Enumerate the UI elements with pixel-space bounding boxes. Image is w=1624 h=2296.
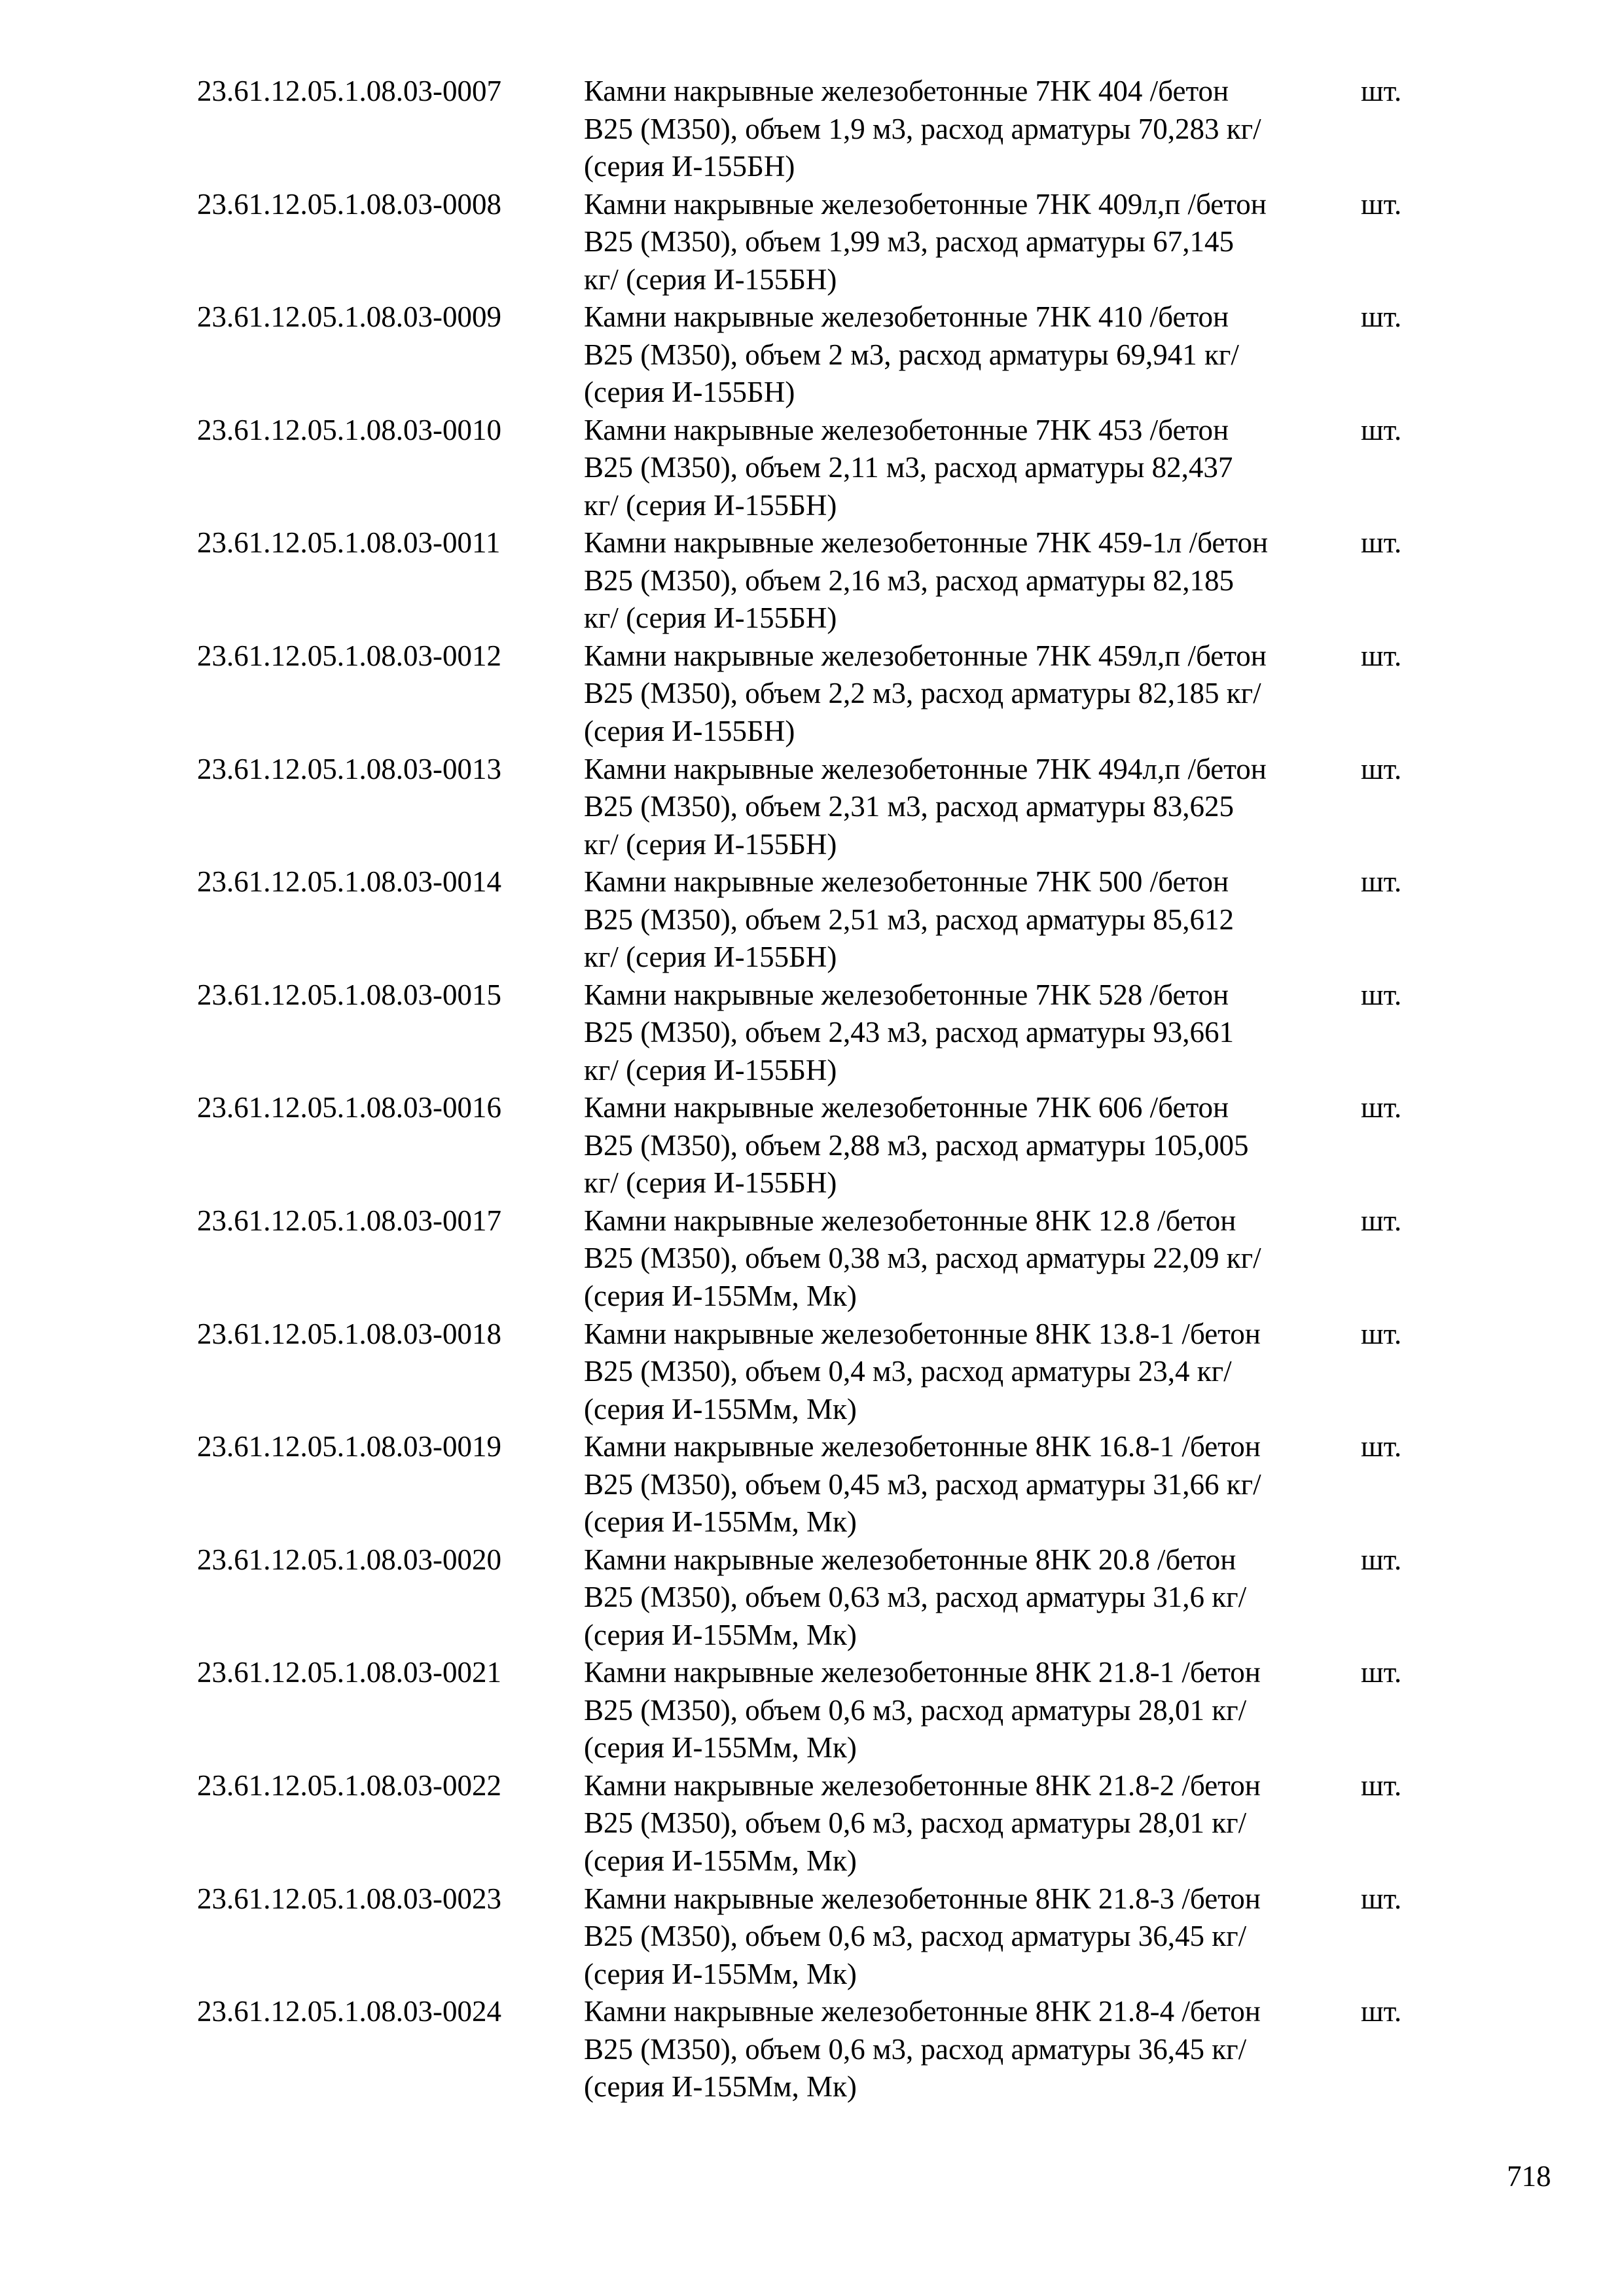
item-unit: шт. — [1361, 1882, 1402, 1915]
item-code: 23.61.12.05.1.08.03-0022 — [197, 1768, 501, 1802]
description-line: Камни накрывные железобетонные 8НК 12.8 /бетон — [584, 1204, 1236, 1237]
description-line: Камни накрывные железобетонные 8НК 21.8-2 /бетон — [584, 1768, 1261, 1802]
description-line: Камни накрывные железобетонные 8НК 21.8-4 /бетон — [584, 1995, 1261, 2028]
item-code: 23.61.12.05.1.08.03-0011 — [197, 526, 501, 560]
table-row — [0, 863, 1624, 977]
item-unit: шт. — [1361, 1768, 1402, 1802]
item-code: 23.61.12.05.1.08.03-0013 — [197, 752, 501, 785]
description-line: кг/ (серия И-155БН) — [584, 941, 837, 974]
item-description — [584, 1767, 1363, 1880]
item-code: 23.61.12.05.1.08.03-0014 — [197, 865, 501, 899]
price-list-table — [0, 73, 1624, 2106]
table-row — [0, 751, 1624, 864]
item-unit: шт. — [1361, 526, 1402, 560]
description-line: кг/ (серия И-155БН) — [584, 1166, 837, 1200]
item-description — [584, 637, 1363, 751]
item-description — [584, 1089, 1363, 1202]
item-unit: шт. — [1361, 639, 1402, 672]
item-description — [584, 977, 1363, 1090]
item-code: 23.61.12.05.1.08.03-0016 — [197, 1091, 501, 1124]
description-line: В25 (М350), объем 2,88 м3, расход арматуры 105,005 — [584, 1128, 1249, 1162]
description-line: В25 (М350), объем 1,9 м3, расход арматуры 70,283 кг/ — [584, 112, 1261, 145]
item-code: 23.61.12.05.1.08.03-0017 — [197, 1204, 501, 1237]
description-line: (серия И-155Мм, Мк) — [584, 1844, 857, 1877]
table-row — [0, 1993, 1624, 2106]
item-description — [584, 524, 1363, 637]
description-line: (серия И-155Мм, Мк) — [584, 2070, 857, 2104]
description-line: Камни накрывные железобетонные 8НК 21.8-3 /бетон — [584, 1882, 1261, 1915]
description-line: В25 (М350), объем 0,6 м3, расход арматуры 36,45 кг/ — [584, 2032, 1247, 2066]
item-unit: шт. — [1361, 978, 1402, 1011]
description-line: кг/ (серия И-155БН) — [584, 601, 837, 635]
item-description — [584, 1654, 1363, 1767]
item-description — [584, 863, 1363, 977]
item-unit: шт. — [1361, 865, 1402, 899]
item-unit: шт. — [1361, 752, 1402, 785]
description-line: кг/ (серия И-155БН) — [584, 1053, 837, 1086]
description-line: В25 (М350), объем 2,31 м3, расход арматуры 83,625 — [584, 790, 1235, 823]
item-description — [584, 186, 1363, 299]
description-line: Камни накрывные железобетонные 7НК 528 /бетон — [584, 978, 1229, 1011]
item-description — [584, 1880, 1363, 1994]
description-line: В25 (М350), объем 0,38 м3, расход арматуры 22,09 кг/ — [584, 1242, 1261, 1275]
item-code: 23.61.12.05.1.08.03-0021 — [197, 1656, 501, 1689]
description-line: Камни накрывные железобетонные 7НК 410 /бетон — [584, 300, 1229, 334]
description-line: В25 (М350), объем 2 м3, расход арматуры 69,941 кг/ — [584, 338, 1239, 371]
description-line: В25 (М350), объем 0,6 м3, расход арматуры 36,45 кг/ — [584, 1920, 1247, 1952]
description-line: Камни накрывные железобетонные 7НК 453 /бетон — [584, 413, 1229, 446]
item-code: 23.61.12.05.1.08.03-0018 — [197, 1317, 501, 1350]
item-unit: шт. — [1361, 1204, 1402, 1237]
description-line: В25 (М350), объем 0,63 м3, расход арматуры 31,6 кг/ — [584, 1581, 1247, 1614]
description-line: Камни накрывные железобетонные 7НК 459-1л /бетон — [584, 526, 1269, 560]
description-line: Камни накрывные железобетонные 7НК 409л,п /бетон — [584, 187, 1267, 221]
description-line: В25 (М350), объем 2,2 м3, расход арматуры 82,185 кг/ — [584, 677, 1261, 710]
table-row — [0, 524, 1624, 637]
item-unit: шт. — [1361, 300, 1402, 334]
description-line: В25 (М350), объем 0,6 м3, расход арматуры 28,01 кг/ — [584, 1693, 1247, 1727]
item-unit: шт. — [1361, 1995, 1402, 2028]
item-description — [584, 751, 1363, 864]
description-line: Камни накрывные железобетонные 8НК 21.8-1 /бетон — [584, 1656, 1261, 1689]
description-line: (серия И-155Мм, Мк) — [584, 1618, 857, 1651]
description-line: В25 (М350), объем 0,6 м3, расход арматуры 28,01 кг/ — [584, 1806, 1247, 1840]
description-line: Камни накрывные железобетонные 8НК 20.8 /бетон — [584, 1543, 1236, 1576]
table-row — [0, 298, 1624, 412]
table-row — [0, 73, 1624, 186]
table-row — [0, 1541, 1624, 1655]
item-code: 23.61.12.05.1.08.03-0012 — [197, 639, 501, 672]
description-line: Камни накрывные железобетонные 7НК 606 /бетон — [584, 1091, 1229, 1124]
table-row — [0, 977, 1624, 1090]
table-row — [0, 186, 1624, 299]
description-line: (серия И-155БН) — [584, 714, 795, 747]
description-line: кг/ (серия И-155БН) — [584, 827, 837, 861]
item-code: 23.61.12.05.1.08.03-0008 — [197, 187, 501, 221]
item-unit: шт. — [1361, 1656, 1402, 1689]
item-code: 23.61.12.05.1.08.03-0024 — [197, 1995, 501, 2028]
table-row — [0, 1767, 1624, 1880]
item-description — [584, 1541, 1363, 1655]
description-line: Камни накрывные железобетонные 7НК 459л,п /бетон — [584, 639, 1267, 672]
description-line: В25 (М350), объем 1,99 м3, расход арматуры 67,145 — [584, 225, 1235, 259]
item-description — [584, 1428, 1363, 1541]
item-description — [584, 1202, 1363, 1316]
item-unit: шт. — [1361, 1543, 1402, 1576]
item-description — [584, 73, 1363, 186]
table-row — [0, 412, 1624, 525]
description-line: кг/ (серия И-155БН) — [584, 262, 837, 296]
table-row — [0, 1202, 1624, 1316]
item-unit: шт. — [1361, 1430, 1402, 1463]
description-line: В25 (М350), объем 0,45 м3, расход арматуры 31,66 кг/ — [584, 1467, 1261, 1501]
description-line: Камни накрывные железобетонные 8НК 13.8-1 /бетон — [584, 1317, 1261, 1350]
description-line: (серия И-155Мм, Мк) — [584, 1279, 857, 1312]
item-code: 23.61.12.05.1.08.03-0009 — [197, 300, 501, 334]
item-code: 23.61.12.05.1.08.03-0010 — [197, 413, 501, 446]
item-description — [584, 412, 1363, 525]
item-description — [584, 298, 1363, 412]
table-row — [0, 1316, 1624, 1429]
description-line: В25 (М350), объем 2,16 м3, расход арматуры 82,185 — [584, 564, 1235, 597]
item-code: 23.61.12.05.1.08.03-0020 — [197, 1543, 501, 1576]
item-unit: шт. — [1361, 1317, 1402, 1350]
table-row — [0, 1880, 1624, 1994]
item-description — [584, 1993, 1363, 2106]
description-line: Камни накрывные железобетонные 8НК 16.8-1 /бетон — [584, 1430, 1261, 1463]
item-code: 23.61.12.05.1.08.03-0007 — [197, 75, 501, 107]
description-line: (серия И-155Мм, Мк) — [584, 1957, 857, 1990]
item-code: 23.61.12.05.1.08.03-0015 — [197, 978, 501, 1011]
item-unit: шт. — [1361, 413, 1402, 446]
description-line: Камни накрывные железобетонные 7НК 494л,п /бетон — [584, 752, 1267, 785]
table-row — [0, 637, 1624, 751]
description-line: В25 (М350), объем 2,11 м3, расход арматуры 82,437 — [584, 451, 1233, 484]
description-line: Камни накрывные железобетонные 7НК 500 /бетон — [584, 865, 1229, 899]
description-line: Камни накрывные железобетонные 7НК 404 /бетон — [584, 75, 1229, 107]
table-row — [0, 1654, 1624, 1767]
table-row — [0, 1428, 1624, 1541]
description-line: (серия И-155БН) — [584, 376, 795, 409]
description-line: (серия И-155БН) — [584, 150, 795, 183]
description-line: (серия И-155Мм, Мк) — [584, 1392, 857, 1426]
description-line: кг/ (серия И-155БН) — [584, 488, 837, 522]
item-unit: шт. — [1361, 1091, 1402, 1124]
table-row — [0, 1089, 1624, 1202]
description-line: В25 (М350), объем 0,4 м3, расход арматуры 23,4 кг/ — [584, 1355, 1232, 1388]
item-description — [584, 1316, 1363, 1429]
item-unit: шт. — [1361, 75, 1402, 107]
item-code: 23.61.12.05.1.08.03-0023 — [197, 1882, 501, 1915]
description-line: В25 (М350), объем 2,43 м3, расход арматуры 93,661 — [584, 1016, 1235, 1049]
item-code: 23.61.12.05.1.08.03-0019 — [197, 1430, 501, 1463]
page-number: 718 — [1507, 2160, 1551, 2193]
description-line: (серия И-155Мм, Мк) — [584, 1505, 857, 1539]
description-line: (серия И-155Мм, Мк) — [584, 1731, 857, 1765]
item-unit: шт. — [1361, 187, 1402, 221]
description-line: В25 (М350), объем 2,51 м3, расход арматуры 85,612 — [584, 903, 1235, 936]
